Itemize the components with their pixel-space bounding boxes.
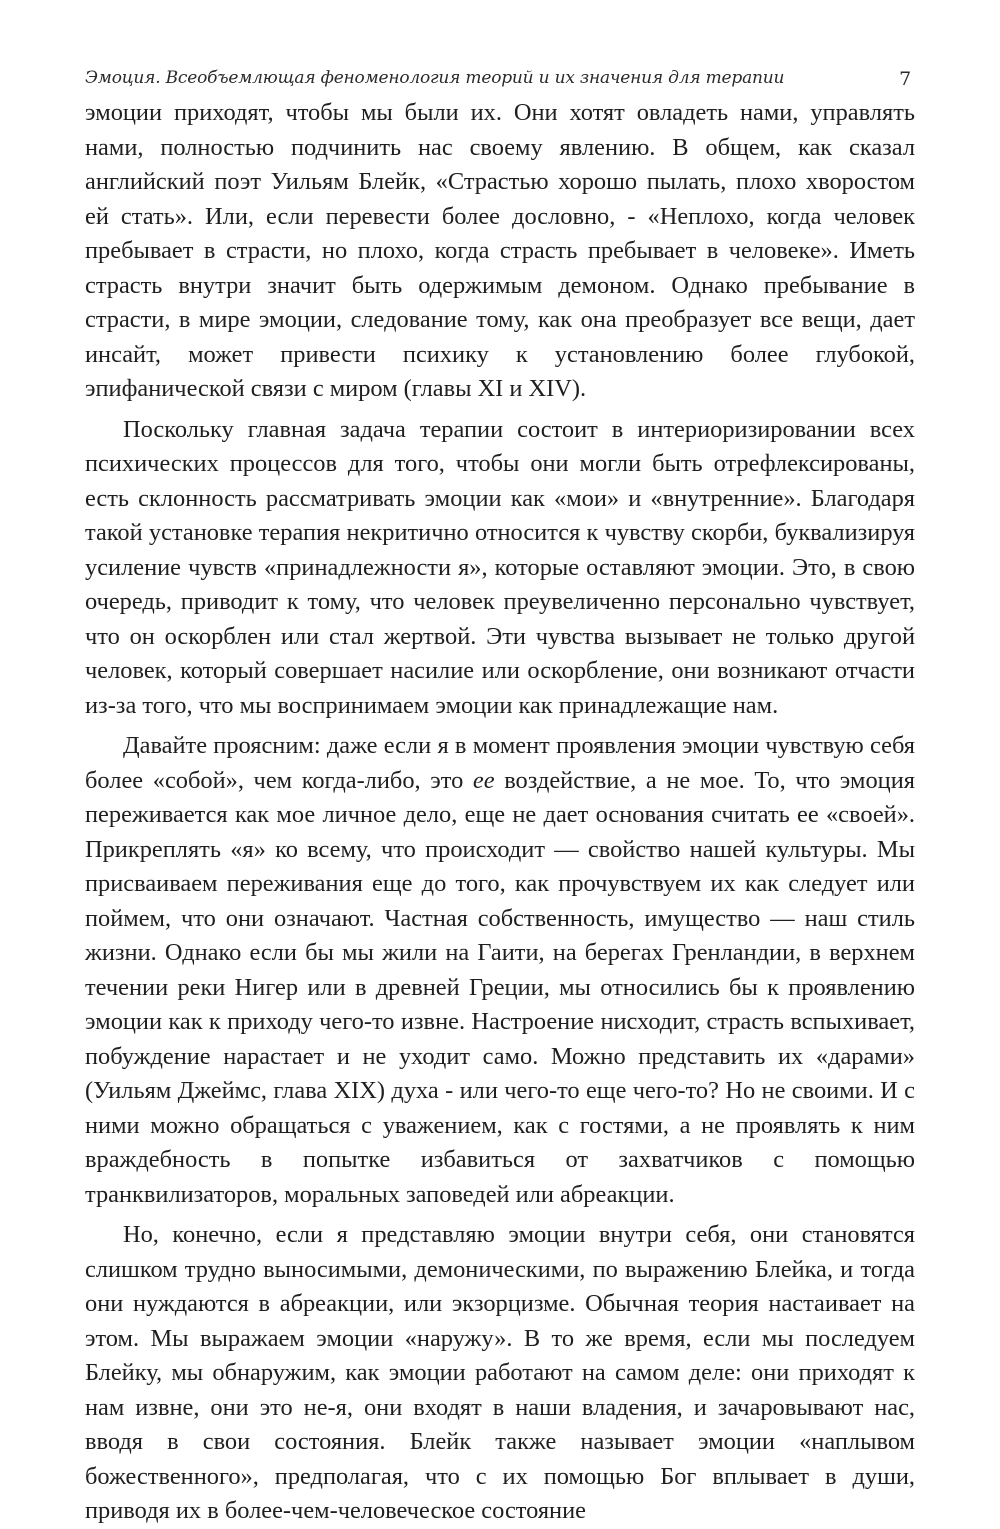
paragraph-2: Поскольку главная задача терапии состоит в интериоризировании всех психических процессов для того, чтобы они могли быть отрефлексированы, есть склонность рассматривать эмоции как «мои» и «внутренние». Благодаря такой установке терапия некритично относится к чувству скорби, буквализируя усиление чувств «принадлежности я», которые оставляют эмоции. Это, в свою очередь, приводит к тому, что человек преувеличенно персонально чувствует, что он оскорблен или стал жертвой. Эти чувства вызывает не только другой человек, который совершает насилие или оскорбление, они возникают отчасти из-за того, что мы воспринимаем эмоции как принадлежащие нам. <box>85 415 915 719</box>
paragraph-3-emphasis: ее <box>472 766 495 794</box>
page-number: 7 <box>899 68 911 90</box>
paragraph-3-text-after: воздействие, а не мое. То, что эмоция переживается как мое личное дело, еще не дает основания считать ее «своей». Прикреплять «я» ко всему, что происходит — свойство нашей культуры. Мы присваиваем переживания еще до того, как прочувствуем их как следует или поймем, что они означают. Частная собственность, имущество — наш стиль жизни. Однако если бы мы жили на Гаити, на берегах Гренландии, в верхнем течении реки Нигер или в древней Греции, мы относились бы к проявлению эмоции как к приходу чего-то извне. Настроение нисходит, страсть вспыхивает, побуждение нарастает и не уходит само. Можно представить их «дарами» (Уильям Джеймс, глава XIX) духа - или чего-то еще чего-то? Но не своими. И с ними можно обращаться с уважением, как с гостями, а не проявлять к ним враждебность в попытке избавиться от захватчиков с помощью транквилизаторов, моральных заповедей или абреакции. <box>85 766 915 1208</box>
running-title: Эмоция. Всеобъемлющая феноменология теорий и их значения для терапии <box>85 68 785 88</box>
body-text <box>85 96 915 1529</box>
running-head <box>85 68 915 94</box>
paragraph-1: эмоции приходят, чтобы мы были их. Они хотят овладеть нами, управлять нами, полностью подчинить нас своему явлению. В общем, как сказал английский поэт Уильям Блейк, «Страстью хорошо пылать, плохо хворостом ей стать». Или, если перевести более дословно, - «Неплохо, когда человек пребывает в страсти, но плохо, когда страсть пребывает в человеке». Иметь страсть внутри значит быть одержимым демоном. Однако пребывание в страсти, в мире эмоции, следование тому, как она преобразует все вещи, дает инсайт, может привести психику к установлению более глубокой, эпифанической связи с миром (главы XI и XIV). <box>85 99 915 402</box>
paragraph-3 <box>85 729 915 1212</box>
paragraph-4: Но, конечно, если я представляю эмоции внутри себя, они становятся слишком трудно выносимыми, демоническими, по выражению Блейка, и тогда они нуждаются в абреакции, или экзорцизме. Обычная теория настаивает на этом. Мы выражаем эмоции «наружу». В то же время, если мы последуем Блейку, мы обнаружим, как эмоции работают на самом деле: они приходят к нам извне, они это не-я, они входят в наши владения, и зачаровывают нас, вводя в свои состояния. Блейк также называет эмоции «наплывом божественного», предполагая, что с их помощью Бог вплывает в души, приводя их в более-чем-человеческое состояние <box>85 1221 915 1524</box>
paragraph-3-text-before: Давайте проясним: даже если я в момент проявления эмоции чувствую себя более «собой», чем когда-либо, это <box>85 732 915 794</box>
